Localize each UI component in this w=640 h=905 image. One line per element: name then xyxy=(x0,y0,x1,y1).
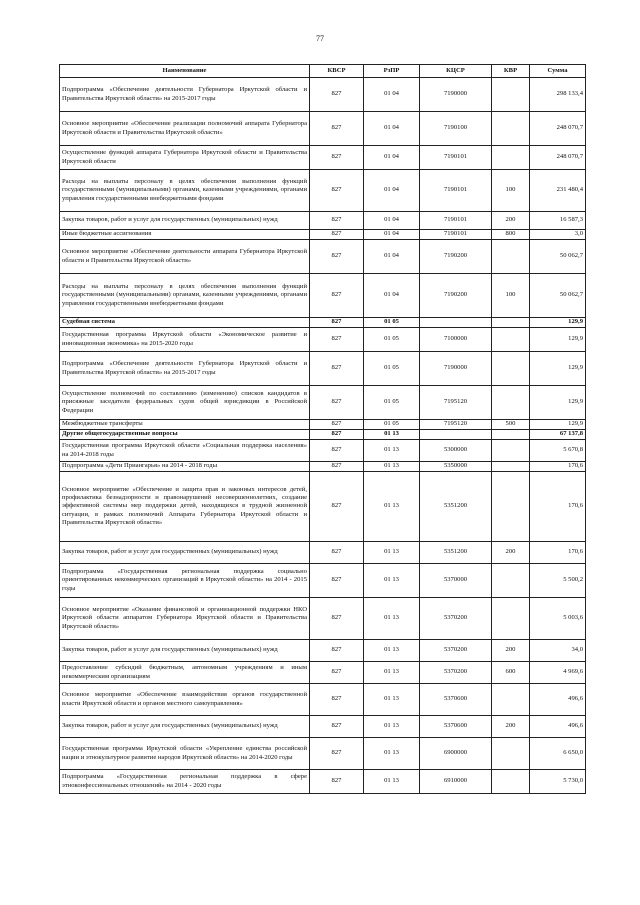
cell-kvr: 200 xyxy=(492,640,530,662)
cell-name: Межбюджетные трансферты xyxy=(60,420,310,430)
cell-kcsr: 5370200 xyxy=(420,662,492,684)
cell-kcsr: 6900000 xyxy=(420,738,492,770)
table-row xyxy=(60,386,586,420)
header-kcsr: КЦСР xyxy=(420,65,492,78)
table-row xyxy=(60,240,586,274)
cell-rzpr: 01 04 xyxy=(364,170,420,212)
cell-sum: 129,9 xyxy=(530,420,586,430)
cell-kcsr xyxy=(420,318,492,328)
cell-rzpr: 01 13 xyxy=(364,640,420,662)
cell-kcsr: 5370600 xyxy=(420,716,492,738)
cell-kcsr: 5370000 xyxy=(420,564,492,598)
cell-name: Предоставление субсидий бюджетным, автономным учреждениям и иным некоммерческим организациям xyxy=(60,662,310,684)
cell-name: Закупка товаров, работ и услуг для государственных (муниципальных) нужд xyxy=(60,542,310,564)
cell-sum: 231 480,4 xyxy=(530,170,586,212)
cell-name: Государственная программа Иркутской области «Социальная поддержка населения» на 2014-2018 годы xyxy=(60,440,310,462)
cell-name: Государственная программа Иркутской области «Укрепление единства российской нации и этнокультурное развитие народов Иркутской области» на 2014-2020 годы xyxy=(60,738,310,770)
cell-sum: 6 650,0 xyxy=(530,738,586,770)
cell-kvsr: 827 xyxy=(310,212,364,230)
cell-sum: 129,9 xyxy=(530,352,586,386)
cell-kvsr: 827 xyxy=(310,640,364,662)
cell-kvsr: 827 xyxy=(310,78,364,112)
table-row xyxy=(60,274,586,318)
cell-name: Подпрограмма «Государственная региональная поддержка в сфере этноконфессиональных отношений» на 2014 - 2020 годы xyxy=(60,770,310,794)
cell-kvsr: 827 xyxy=(310,598,364,640)
cell-rzpr: 01 13 xyxy=(364,440,420,462)
cell-kcsr: 7195120 xyxy=(420,420,492,430)
cell-kvsr: 827 xyxy=(310,318,364,328)
cell-kvsr: 827 xyxy=(310,430,364,440)
cell-sum: 5 670,8 xyxy=(530,440,586,462)
cell-kcsr: 7190101 xyxy=(420,146,492,170)
cell-name: Основное мероприятие «Обеспечение и защита прав и законных интересов детей, профилактика безнадзорности и правонарушений несовершеннолетних, создание эффективной системы мер поддержки детей, находящихся в трудной жизненной ситуации, в рамках полномочий Аппарата Губернатора Иркутской области и Правительства Иркутской области» xyxy=(60,472,310,542)
cell-kcsr: 7190100 xyxy=(420,112,492,146)
cell-kcsr: 7100000 xyxy=(420,328,492,352)
table-row xyxy=(60,640,586,662)
cell-kcsr: 7190000 xyxy=(420,352,492,386)
cell-rzpr: 01 13 xyxy=(364,462,420,472)
table-row xyxy=(60,430,586,440)
cell-kvr: 100 xyxy=(492,274,530,318)
cell-kvsr: 827 xyxy=(310,440,364,462)
cell-kvr xyxy=(492,430,530,440)
cell-kvr: 200 xyxy=(492,212,530,230)
cell-name: Закупка товаров, работ и услуг для государственных (муниципальных) нужд xyxy=(60,212,310,230)
cell-sum: 5 003,6 xyxy=(530,598,586,640)
table-row xyxy=(60,684,586,716)
cell-sum: 67 137,8 xyxy=(530,430,586,440)
budget-table xyxy=(59,64,586,794)
cell-sum: 170,6 xyxy=(530,462,586,472)
cell-kvsr: 827 xyxy=(310,462,364,472)
cell-name: Подпрограмма «Обеспечение деятельности Губернатора Иркутской области и Правительства Иркутской области» на 2015-2017 годы xyxy=(60,352,310,386)
cell-rzpr: 01 04 xyxy=(364,274,420,318)
cell-rzpr: 01 13 xyxy=(364,472,420,542)
cell-rzpr: 01 05 xyxy=(364,328,420,352)
cell-rzpr: 01 13 xyxy=(364,770,420,794)
cell-kcsr: 5370200 xyxy=(420,598,492,640)
header-sum: Сумма xyxy=(530,65,586,78)
cell-sum: 248 070,7 xyxy=(530,112,586,146)
cell-name: Закупка товаров, работ и услуг для государственных (муниципальных) нужд xyxy=(60,716,310,738)
cell-rzpr: 01 13 xyxy=(364,598,420,640)
cell-sum: 16 587,3 xyxy=(530,212,586,230)
cell-kvr xyxy=(492,146,530,170)
cell-kvsr: 827 xyxy=(310,112,364,146)
cell-kcsr: 6910000 xyxy=(420,770,492,794)
table-row xyxy=(60,542,586,564)
table-row xyxy=(60,78,586,112)
table-row xyxy=(60,170,586,212)
cell-sum: 129,9 xyxy=(530,318,586,328)
cell-name: Основное мероприятие «Обеспечение взаимодействия органов государственной власти Иркутской области и органов местного самоуправления» xyxy=(60,684,310,716)
cell-kvr xyxy=(492,78,530,112)
cell-kvsr: 827 xyxy=(310,770,364,794)
cell-name: Подпрограмма «Дети Приангарья» на 2014 - 2018 годы xyxy=(60,462,310,472)
cell-kcsr: 7190000 xyxy=(420,78,492,112)
cell-name: Осуществление полномочий по составлению (изменению) списков кандидатов в присяжные заседатели федеральных судов общей юрисдикции в Российской Федерации xyxy=(60,386,310,420)
table-row xyxy=(60,738,586,770)
cell-kcsr: 7190200 xyxy=(420,274,492,318)
table-row xyxy=(60,420,586,430)
header-name: Наименование xyxy=(60,65,310,78)
cell-rzpr: 01 04 xyxy=(364,230,420,240)
cell-name: Расходы на выплаты персоналу в целях обеспечения выполнения функций государственными (муниципальными) органами, казенными учреждениями, органами управления государственными внебюджетными фондами xyxy=(60,170,310,212)
table-row xyxy=(60,598,586,640)
cell-kvr xyxy=(492,738,530,770)
header-kvr: КВР xyxy=(492,65,530,78)
cell-kvr: 800 xyxy=(492,230,530,240)
cell-sum: 129,9 xyxy=(530,328,586,352)
cell-name: Основное мероприятие «Обеспечение реализации полномочий аппарата Губернатора Иркутской области и Правительства Иркутской области» xyxy=(60,112,310,146)
cell-kvr xyxy=(492,386,530,420)
cell-name: Основное мероприятие «Обеспечение деятельности аппарата Губернатора Иркутской области и Правительства Иркутской области» xyxy=(60,240,310,274)
cell-rzpr: 01 13 xyxy=(364,662,420,684)
cell-kvsr: 827 xyxy=(310,274,364,318)
cell-sum: 496,6 xyxy=(530,684,586,716)
cell-sum: 170,6 xyxy=(530,472,586,542)
cell-kvr: 100 xyxy=(492,170,530,212)
cell-kvr xyxy=(492,112,530,146)
cell-kvsr: 827 xyxy=(310,738,364,770)
cell-rzpr: 01 05 xyxy=(364,318,420,328)
header-rzpr: РзПР xyxy=(364,65,420,78)
cell-kcsr xyxy=(420,430,492,440)
cell-rzpr: 01 13 xyxy=(364,542,420,564)
cell-kvsr: 827 xyxy=(310,662,364,684)
table-row xyxy=(60,212,586,230)
cell-kcsr: 7195120 xyxy=(420,386,492,420)
cell-kcsr: 5300000 xyxy=(420,440,492,462)
cell-kvr: 200 xyxy=(492,716,530,738)
cell-sum: 3,0 xyxy=(530,230,586,240)
table-header-row xyxy=(60,65,586,78)
cell-name: Подпрограмма «Государственная региональная поддержка социально ориентированных некоммерческих организаций в Иркутской области» на 2014 - 2015 годы xyxy=(60,564,310,598)
cell-kcsr: 5351200 xyxy=(420,542,492,564)
cell-kcsr: 7190101 xyxy=(420,230,492,240)
cell-rzpr: 01 04 xyxy=(364,78,420,112)
cell-name: Иные бюджетные ассигнования xyxy=(60,230,310,240)
table-row xyxy=(60,146,586,170)
cell-kvsr: 827 xyxy=(310,328,364,352)
cell-rzpr: 01 05 xyxy=(364,352,420,386)
cell-kvr xyxy=(492,462,530,472)
cell-name: Закупка товаров, работ и услуг для государственных (муниципальных) нужд xyxy=(60,640,310,662)
table-row xyxy=(60,440,586,462)
cell-kvr xyxy=(492,564,530,598)
cell-rzpr: 01 13 xyxy=(364,684,420,716)
cell-sum: 170,6 xyxy=(530,542,586,564)
page-number: 77 xyxy=(316,34,324,43)
cell-kvsr: 827 xyxy=(310,146,364,170)
table-row xyxy=(60,716,586,738)
cell-sum: 248 070,7 xyxy=(530,146,586,170)
cell-kvsr: 827 xyxy=(310,564,364,598)
cell-rzpr: 01 04 xyxy=(364,240,420,274)
cell-kcsr: 7190101 xyxy=(420,212,492,230)
cell-rzpr: 01 13 xyxy=(364,738,420,770)
cell-kcsr: 5351200 xyxy=(420,472,492,542)
cell-name: Государственная программа Иркутской области «Экономическое развитие и инновационная экономика» на 2015-2020 годы xyxy=(60,328,310,352)
cell-rzpr: 01 13 xyxy=(364,716,420,738)
cell-sum: 298 133,4 xyxy=(530,78,586,112)
table-row xyxy=(60,472,586,542)
cell-kcsr: 5350000 xyxy=(420,462,492,472)
cell-kvr xyxy=(492,440,530,462)
cell-name: Судебная система xyxy=(60,318,310,328)
table-row xyxy=(60,770,586,794)
cell-kcsr: 7190101 xyxy=(420,170,492,212)
cell-kvr: 600 xyxy=(492,662,530,684)
cell-kvsr: 827 xyxy=(310,716,364,738)
cell-kvsr: 827 xyxy=(310,472,364,542)
cell-rzpr: 01 04 xyxy=(364,146,420,170)
cell-sum: 5 500,2 xyxy=(530,564,586,598)
table-row xyxy=(60,564,586,598)
cell-rzpr: 01 04 xyxy=(364,112,420,146)
cell-kvr xyxy=(492,352,530,386)
table-row xyxy=(60,318,586,328)
cell-name: Основное мероприятие «Оказание финансовой и организационной поддержки НКО Иркутской области аппаратом Губернатора Иркутской области и Правительства Иркутской области» xyxy=(60,598,310,640)
cell-kvr xyxy=(492,240,530,274)
table-row xyxy=(60,112,586,146)
cell-sum: 496,6 xyxy=(530,716,586,738)
header-kvsr: КВСР xyxy=(310,65,364,78)
cell-sum: 129,9 xyxy=(530,386,586,420)
cell-kcsr: 5370200 xyxy=(420,640,492,662)
cell-name: Расходы на выплаты персоналу в целях обеспечения выполнения функций государственными (муниципальными) органами, казенными учреждениями, органами управления государственными внебюджетными фондами xyxy=(60,274,310,318)
cell-name: Осуществление функций аппарата Губернатора Иркутской области и Правительства Иркутской области xyxy=(60,146,310,170)
cell-kvr xyxy=(492,472,530,542)
cell-kvr xyxy=(492,598,530,640)
cell-kcsr: 5370600 xyxy=(420,684,492,716)
cell-kvr xyxy=(492,684,530,716)
cell-kcsr: 7190200 xyxy=(420,240,492,274)
cell-rzpr: 01 13 xyxy=(364,564,420,598)
cell-kvsr: 827 xyxy=(310,542,364,564)
cell-kvsr: 827 xyxy=(310,170,364,212)
table-row xyxy=(60,352,586,386)
cell-sum: 34,0 xyxy=(530,640,586,662)
cell-sum: 50 062,7 xyxy=(530,274,586,318)
cell-kvsr: 827 xyxy=(310,230,364,240)
table-row xyxy=(60,662,586,684)
cell-kvr xyxy=(492,328,530,352)
cell-kvsr: 827 xyxy=(310,386,364,420)
cell-kvsr: 827 xyxy=(310,240,364,274)
table-row xyxy=(60,230,586,240)
cell-kvsr: 827 xyxy=(310,684,364,716)
cell-rzpr: 01 13 xyxy=(364,430,420,440)
cell-kvsr: 827 xyxy=(310,352,364,386)
table-row xyxy=(60,328,586,352)
cell-sum: 50 062,7 xyxy=(530,240,586,274)
cell-rzpr: 01 05 xyxy=(364,420,420,430)
cell-sum: 4 969,6 xyxy=(530,662,586,684)
cell-name: Другие общегосударственные вопросы xyxy=(60,430,310,440)
table-row xyxy=(60,462,586,472)
cell-sum: 5 730,0 xyxy=(530,770,586,794)
cell-kvr xyxy=(492,318,530,328)
cell-name: Подпрограмма «Обеспечение деятельности Губернатора Иркутской области и Правительства Иркутской области» на 2015-2017 годы xyxy=(60,78,310,112)
cell-rzpr: 01 05 xyxy=(364,386,420,420)
cell-kvr: 500 xyxy=(492,420,530,430)
cell-kvsr: 827 xyxy=(310,420,364,430)
cell-kvr: 200 xyxy=(492,542,530,564)
cell-rzpr: 01 04 xyxy=(364,212,420,230)
cell-kvr xyxy=(492,770,530,794)
